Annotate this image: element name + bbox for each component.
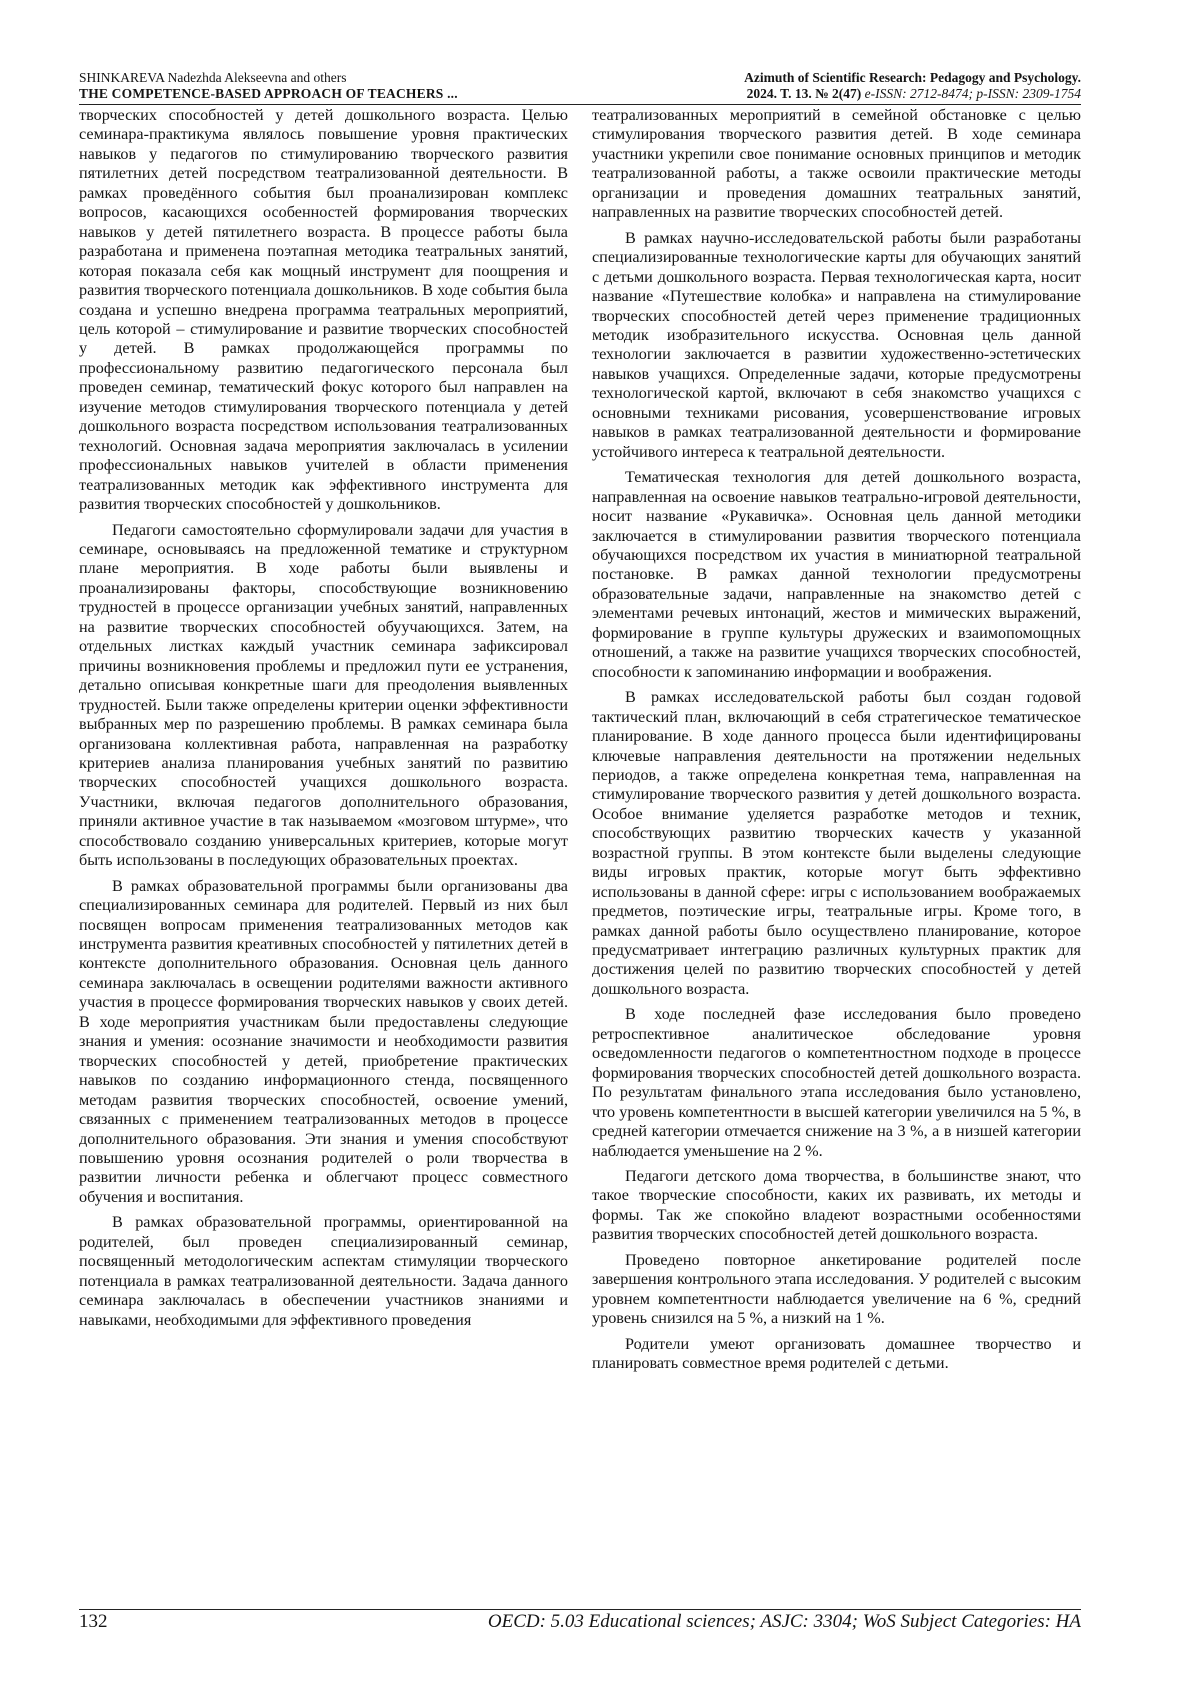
paragraph: творческих способностей у детей дошкольного возраста. Целью семинара-практикума являлось повышение уровня практических навыков у педагогов по стимулированию творческого развития пятилетних детей посредством театрализованной деятельности. В рамках проведённого события был проанализирован комплекс вопросов, касающихся особенностей формирования творческих навыков у детей пятилетнего возраста. В процессе работы была разработана и применена поэтапная методика театральных занятий, которая показала себя как мощный инструмент для поощрения и развития творческого потенциала дошкольников. В ходе события была создана и успешно внедрена программа театральных мероприятий, цель которой – стимулирование и развитие творческих способностей у детей. В рамках продолжающейся программы по профессиональному развитию педагогического персонала был проведен семинар, тематический фокус которого был направлен на изучение методов стимулирования творческого потенциала у детей дошкольного возраста посредством использования театрализованных технологий. Основная задача мероприятия заключалась в усилении профессиональных навыков учителей в области применения театрализованных методик как эффективного инструмента для развития творческих способностей у дошкольников. [79, 106, 568, 514]
right-column [592, 106, 1081, 1374]
paragraph: Педагоги детского дома творчества, в большинстве знают, что такое творческие способности, каких их развивать, их методы и формы. Так же спокойно владеют возрастными особенностями развития творческих способностей детей дошкольного возраста. [592, 1167, 1081, 1244]
header-right [744, 70, 1081, 101]
page-number: 132 [79, 1611, 108, 1632]
header-left [79, 70, 458, 101]
footer-rule [79, 1609, 1081, 1610]
paragraph: Тематическая технология для детей дошкольного возраста, направленная на освоение навыков театрально-игровой деятельности, носит название «Рукавичка». Основная цель данной методики заключается в стимулировании развития творческого потенциала обучающихся посредством их участия в миниатюрной театральной постановке. В рамках данной технологии предусмотрены образовательные задачи, направленные на знакомство детей с элементами речевых интонаций, жестов и мимических выражений, формирование в группе культуры дружеских и взаимопомощных отношений, а также на развитие учащихся творческих способностей, способности к запоминанию информации и воображения. [592, 468, 1081, 681]
header-authors: SHINKAREVA Nadezhda Alekseevna and others [79, 70, 347, 85]
running-header [79, 70, 1081, 104]
paragraph: В рамках образовательной программы были организованы два специализированных семинара для родителей. Первый из них был посвящен вопросам применения театрализованных методов как инструмента развития креативных способностей у пятилетних детей в контексте дополнительного образования. Основная цель данного семинара заключалась в освещении родителями важности активного участия в процессе формирования творческих навыков у своих детей. В ходе мероприятия участникам были предоставлены следующие знания и умения: осознание значимости и необходимости развития творческих способностей у детей, приобретение практических навыков по созданию информационного стенда, посвященного методам развития творческих способностей, освоение умений, связанных с применением театрализованных методов в процессе дополнительного образования. Эти знания и умения способствуют повышению уровня осознания родителей о роли творчества в развитии личности ребенка и облегчают процесс совместного обучения и воспитания. [79, 876, 568, 1206]
paragraph: Педагоги самостоятельно сформулировали задачи для участия в семинаре, основываясь на предложенной тематике и структурном плане мероприятия. В ходе работы были выявлены и проанализированы факторы, способствующие возникновению трудностей в процессе организации учебных занятий, направленных на развитие творческих способностей обуучающихся. Затем, на отдельных листках каждый участник семинара зафиксировал причины возникновения проблемы и предложил пути ее устранения, детально описывая конкретные шаги для преодоления выявленных трудностей. Были также определены критерии оценки эффективности выбранных мер по разрешению проблемы. В рамках семинара была организована коллективная работа, направленная на разработку критериев анализа планирования учебных занятий по развитию творческих способностей учащихся дошкольного возраста. Участники, включая педагогов дополнительного образования, приняли активное участие в так называемом «мозговом штурме», что способствовало созданию универсальных критериев, которые могут быть использованы в последующих образовательных проектах. [79, 520, 568, 870]
header-journal: Azimuth of Scientific Research: Pedagogy and Psychology. [744, 70, 1081, 85]
subject-classification: OECD: 5.03 Educational sciences; ASJC: 3304; WoS Subject Categories: HA [487, 1611, 1081, 1632]
paragraph: В рамках исследовательской работы был создан годовой тактический план, включающий в себя стратегическое тематическое планирование. В ходе данного процесса были идентифицированы ключевые направления деятельности на протяжении недельных периодов, а также определена конкретная тема, направленная на стимулирование творческого развития у детей дошкольного возраста. Особое внимание уделяется разработке методов и техник, способствующих развитию творческих качеств у указанной возрастной группы. В этом контексте были выделены следующие виды игровых практик, которые могут быть эффективно использованы в данной сфере: игры с использованием воображаемых предметов, поэтические игры, театральные игры. Кроме того, в рамках данной работы было осуществлено планирование, которое предусматривает интеграцию различных культурных практик для достижения целей по развитию творческих способностей у детей дошкольного возраста. [592, 688, 1081, 998]
paragraph: В рамках образовательной программы, ориентированной на родителей, был проведен специализированный семинар, посвященный методологическим аспектам стимуляции творческого потенциала в рамках театрализованной деятельности. Задача данного семинара заключалась в обеспечении участников знаниями и навыками, необходимыми для эффективного проведения [79, 1213, 568, 1329]
header-article-title: THE COMPETENCE-BASED APPROACH OF TEACHERS ... [79, 85, 458, 101]
paragraph: В рамках научно-исследовательской работы были разработаны специализированные технологические карты для обучающих занятий с детьми дошкольного возраста. Первая технологическая карта, носит название «Путешествие колобка» и направлена на стимулирование творческих способностей детей через применение традиционных методик изобразительного искусства. Основная цель данной технологии заключается в развитии художественно-эстетических навыков учащихся. Определенные задачи, которые предусмотрены технологической картой, включают в себя знакомство учащихся с основными техниками рисования, усовершенствование игровых навыков в рамках театрализованной деятельности и формирование устойчивого интереса к театральной деятельности. [592, 228, 1081, 461]
paragraph: Проведено повторное анкетирование родителей после завершения контрольного этапа исследования. У родителей с высоким уровнем компетентности наблюдается увеличение на 6 %, средний уровень снизился на 5 %, а низкий на 1 %. [592, 1250, 1081, 1328]
header-rule [79, 104, 1081, 105]
left-column [79, 106, 568, 1330]
paragraph: В ходе последней фазе исследования было проведено ретроспективное аналитическое обследование уровня осведомленности педагогов о компетентностном подходе в процессе формирования творческих способностей детей дошкольного возраста. По результатам финального этапа исследования было установлено, что уровень компетентности в высшей категории увеличился на 5 %, в средней категории отмечается снижение на 3 %, а в низшей категории наблюдается уменьшение на 2 %. [592, 1005, 1081, 1160]
paragraph: Родители умеют организовать домашнее творчество и планировать совместное время родителей с детьми. [592, 1334, 1081, 1373]
header-volume: 2024. T. 13. № 2(47) [746, 85, 862, 101]
paragraph: театрализованных мероприятий в семейной обстановке с целью стимулирования творческого развития детей. В ходе семинара участники укрепили свое понимание основных принципов и методик театрализованной работы, а также освоили практические методы организации и проведения домашних театральных занятий, направленных на развитие творческих способностей детей. [592, 106, 1081, 222]
page-footer [79, 1611, 1081, 1635]
header-issn: e-ISSN: 2712-8474; p-ISSN: 2309-1754 [864, 85, 1081, 101]
header-issue-line [744, 86, 1081, 102]
